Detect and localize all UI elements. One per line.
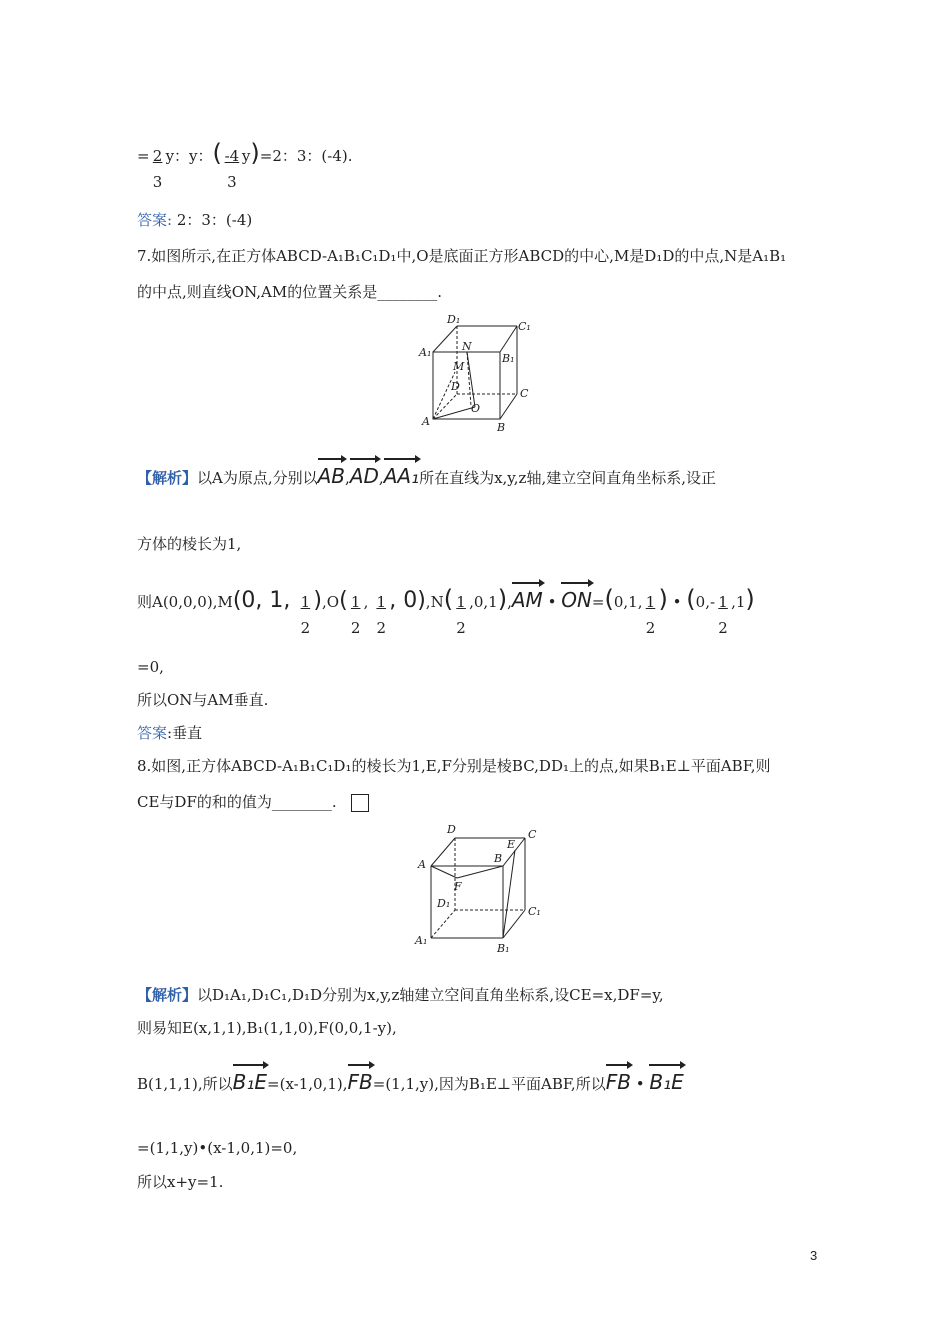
fraction: $\frac{2}{3}$: [152, 147, 163, 191]
page-number: 3: [810, 1248, 818, 1263]
solution-8-line-1: 【解析】以D₁A₁,D₁C₁,D₁D分别为x,y,z轴建立空间直角坐标系,设CE=x,DF=y,: [137, 986, 664, 1004]
fraction-half: $\frac{1}{2}$: [718, 593, 728, 637]
vector-b1e: B₁E: [233, 1062, 267, 1092]
svg-text:B₁: B₁: [502, 352, 515, 365]
svg-text:C: C: [528, 828, 537, 841]
svg-text:A: A: [418, 858, 426, 871]
solution-7-line-1: 【解析】以A为原点,分别以 AB, AD, AA₁所在直线为x,y,z轴,建立空间直角坐标系,设正: [137, 456, 716, 488]
answer-label: 答案:: [137, 211, 173, 229]
question-7-line-1: 7.如图所示,在正方体ABCD-A₁B₁C₁D₁中,O是底面正方形ABCD的中心,M是D₁D的中点,N是A₁B₁: [137, 247, 787, 265]
solution-tag: 【解析】: [137, 469, 198, 487]
answer-value: :垂直: [167, 724, 203, 742]
answer-value: 2：3：(-4): [176, 211, 253, 229]
svg-text:C: C: [520, 387, 529, 400]
question-8-line-1: 8.如图,正方体ABCD-A₁B₁C₁D₁的棱长为1,E,F分别是棱BC,DD₁上的点,如果B₁E⊥平面ABF,则: [137, 757, 771, 775]
cube-figure-8: [405, 820, 550, 960]
fraction-half: $\frac{1}{2}$: [456, 593, 466, 637]
svg-text:C₁: C₁: [528, 905, 541, 918]
svg-text:M: M: [453, 360, 465, 373]
checkbox-icon[interactable]: [351, 794, 369, 812]
svg-text:B₁: B₁: [497, 942, 510, 955]
vector-am: AM: [512, 580, 543, 610]
svg-text:D₁: D₁: [447, 313, 461, 326]
solution-tag: 【解析】: [137, 986, 198, 1004]
cube-figure-7: [405, 310, 545, 435]
solution-8-line-2: 则易知E(x,1,1),B₁(1,1,0),F(0,0,1-y),: [137, 1019, 397, 1037]
svg-text:D: D: [447, 823, 456, 836]
question-8-line-2: CE与DF的和的值为________.: [137, 792, 369, 812]
fraction-half: $\frac{1}{2}$: [350, 593, 361, 637]
vector-ad: AD: [350, 456, 379, 486]
svg-text:C₁: C₁: [518, 320, 531, 333]
svg-text:B: B: [497, 421, 506, 434]
vector-fb: FB: [348, 1062, 373, 1092]
vector-ab: AB: [318, 456, 345, 486]
solution-7-line-5: 所以ON与AM垂直.: [137, 691, 269, 709]
solution-7-line-4: =0,: [137, 658, 164, 676]
svg-text:B: B: [494, 852, 503, 865]
fraction-half: $\frac{1}{2}$: [376, 593, 386, 637]
answer-7: [137, 723, 202, 743]
svg-text:A: A: [422, 415, 430, 428]
svg-text:D: D: [451, 380, 460, 393]
vector-fb: FB: [606, 1062, 631, 1092]
answer-label: 答案: [137, 724, 168, 742]
fraction-half: $\frac{1}{2}$: [300, 593, 311, 637]
solution-8-line-3: B(1,1,1),所以 B₁E=(x-1,0,1), FB=(1,1,y),因为B₁E⊥平面ABF,所以 FB • B₁E: [137, 1062, 684, 1094]
svg-text:F: F: [454, 880, 462, 893]
svg-text:O: O: [471, 402, 481, 415]
svg-text:A₁: A₁: [415, 934, 428, 947]
fraction-half: $\frac{1}{2}$: [645, 593, 656, 637]
vector-on: ON: [561, 580, 592, 610]
answer-6: [137, 210, 252, 230]
vector-aa1: AA₁: [384, 456, 419, 486]
svg-text:E: E: [507, 838, 516, 851]
svg-text:D₁: D₁: [437, 897, 451, 910]
solution-8-line-5: 所以x+y=1.: [137, 1173, 224, 1191]
vector-b1e: B₁E: [649, 1062, 683, 1092]
svg-text:N: N: [462, 340, 472, 353]
solution-7-line-2: 方体的棱长为1,: [137, 535, 242, 553]
solution-7-line-3: 则A(0,0,0),M(0, 1, $\frac{1}{2}$ ),O( $\frac{1}{2}$ , $\frac{1}{2}$ , 0),N( $\frac{1}{2}$ ,0,1), AM • ON=(0,1, $\frac{1}{2}$ ) • (0,- $\frac{1}{2}$ ,1): [137, 580, 755, 612]
solution-8-line-4: =(1,1,y)•(x-1,0,1)=0,: [137, 1139, 298, 1157]
question-7-line-2: 的中点,则直线ON,AM的位置关系是________.: [137, 283, 442, 301]
fraction: $\frac{-4}{3}$: [224, 147, 240, 191]
top-ratio-line: = $\frac{2}{3}$ y：y：( $\frac{-4}{3}$ y)=2：3：(-4).: [137, 139, 353, 191]
svg-text:A₁: A₁: [419, 346, 432, 359]
